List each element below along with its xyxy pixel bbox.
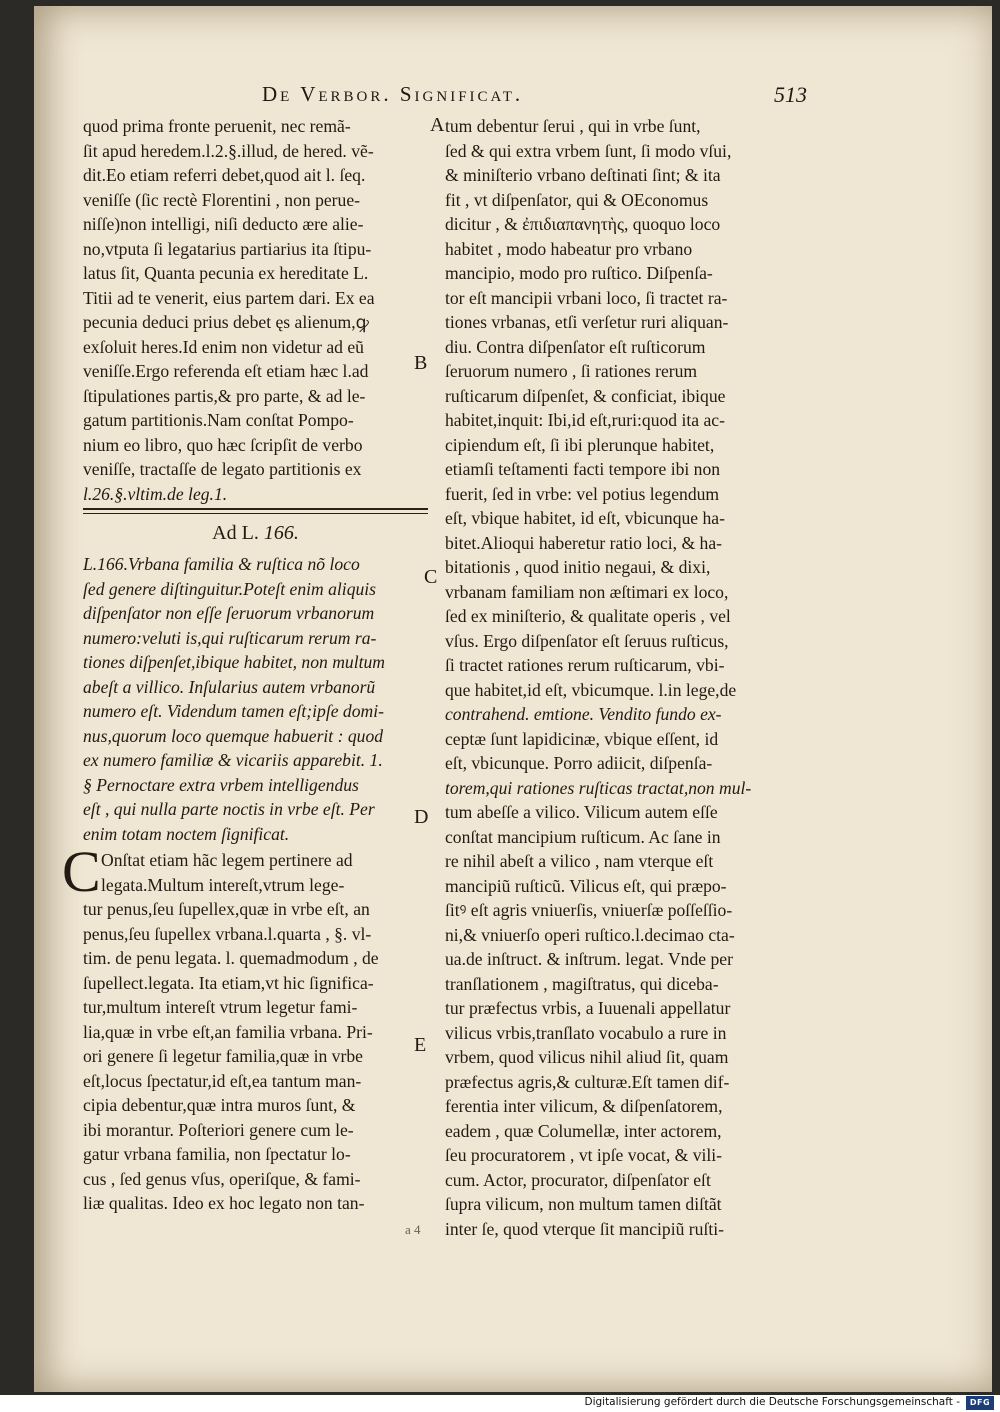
text-line: gatum partitionis.Nam conſtat Pompo-	[83, 410, 354, 430]
text-line: exſoluit heres.Id enim non videtur ad eũ	[83, 336, 364, 357]
commentary-line: tim. de penu legata. l. quemadmodum , de	[83, 948, 379, 968]
commentary-line: lia,quæ in vrbe eſt,an familia vrbana. Pri-	[83, 1021, 373, 1042]
text-line: ſed ex miniſterio, & qualitate operis , vel	[445, 606, 731, 626]
heading-number: 166.	[263, 522, 299, 544]
text-line: ſtipulationes partis,& pro parte, & ad le-	[83, 385, 366, 406]
heading-prefix: Ad L.	[212, 522, 259, 544]
commentary-line: tur,multum intereſt vtrum legetur fami-	[83, 997, 358, 1017]
lemma-line: L.166.Vrbana familia & ruſtica nõ loco	[83, 554, 360, 574]
text-line: eſt, vbicunque. Porro adiicit, diſpenſa-	[445, 753, 713, 773]
text-line: l.26.§.vltim.de leg.1.	[83, 483, 228, 504]
text-line: torem,qui rationes ruſticas tractat,non mul-	[445, 777, 752, 798]
text-line: tiones vrbanas, etſi verſetur ruri aliquan-	[445, 312, 729, 332]
lemma-line: diſpenſator non eſſe ſeruorum vrbanorum	[83, 603, 375, 623]
text-line: habitet , modo habeatur pro vrbano	[445, 238, 693, 259]
text-line: fit , vt diſpenſator, qui & OEconomus	[445, 189, 709, 210]
page-number: 513	[774, 82, 807, 107]
lemma-line: § Pernoctare extra vrbem intelligendus	[83, 774, 359, 795]
text-line: ruſticarum diſpenſet, & conficiat, ibique	[445, 385, 726, 406]
signature-mark: a 4	[405, 1222, 421, 1237]
text-line: præfectus agris,& culturæ.Eſt tamen dif-	[445, 1071, 730, 1092]
lemma-line: abeſt a villico. Inſularius autem vrbanorũ	[83, 676, 376, 697]
lemma-line: eſt , qui nulla parte noctis in vrbe eſt. Per	[83, 799, 375, 819]
commentary-line: Onſtat etiam hãc legem pertinere ad	[101, 850, 353, 870]
text-line: cum. Actor, procurator, diſpenſator eſt	[445, 1169, 711, 1190]
text-line: ferentia inter vilicum, & diſpenſatorem,	[445, 1096, 723, 1116]
text-line: habitet,inquit: Ibi,id eſt,ruri:quod ita ac-	[445, 410, 725, 430]
text-line: latus ſit, Quanta pecunia ex hereditate L.	[83, 263, 369, 283]
commentary-line: liæ qualitas. Ideo ex hoc legato non tan-	[83, 1193, 365, 1213]
text-line: mancipio, modo pro ruſtico. Diſpenſa-	[445, 263, 713, 283]
text-line: re nihil abeſt a vilico , nam vterque eſt	[445, 851, 714, 871]
text-line: diu. Contra diſpenſator eſt ruſticorum	[445, 336, 706, 357]
left-column-lemma	[83, 552, 441, 846]
text-line: ua.de inſtruct. & inſtrum. legat. Vnde per	[445, 949, 733, 969]
text-line: fuerit, ſed in vrbe: vel potius legendum	[445, 483, 720, 504]
text-line: veniſſe, tractaſſe de legato partitionis ex	[83, 459, 362, 479]
margin-marker-c: C	[424, 566, 438, 588]
lemma-line: nus,quorum loco quemque habuerit : quod	[83, 725, 384, 746]
lemma-line: ex numero familiæ & vicariis apparebit. 1.	[83, 750, 383, 770]
text-line: tranſlationem , magiſtratus, qui diceba-	[445, 973, 719, 994]
text-line: eſt, vbique habitet, id eſt, vbicunque ha-	[445, 508, 725, 528]
text-line: etiamſi teſtamenti facti tempore ibi non	[445, 459, 721, 479]
text-line: vrbanam familiam non æſtimari ex loco,	[445, 581, 729, 602]
text-line: ſeruorum numero , ſi rationes rerum	[445, 361, 698, 381]
margin-marker-e: E	[414, 1034, 427, 1056]
dfg-logo-icon: DFG	[966, 1396, 994, 1410]
text-line: que habitet,id eſt, vbicumque. l.in lege,de	[445, 679, 737, 700]
section-rule-thin	[83, 513, 428, 514]
text-line: veniſſe.Ergo referenda eſt etiam hæc l.ad	[83, 361, 369, 381]
text-line: ceptæ ſunt lapidicinæ, vbique eſſent, id	[445, 728, 719, 749]
text-line: contrahend. emtione. Vendito fundo ex-	[445, 704, 722, 724]
text-line: quod prima fronte peruenit, nec remã-	[83, 116, 351, 136]
text-line: veniſſe (ſic rectè Florentini , non perue-	[83, 189, 360, 210]
text-line: vilicus vrbis,tranſlato vocabulo a rure in	[445, 1022, 727, 1043]
text-line: ſit apud heredem.l.2.§.illud, de hered. vẽ-	[83, 140, 374, 161]
text-line: Titii ad te venerit, eius partem dari. Ex ea	[83, 287, 375, 308]
drop-cap: C	[62, 839, 101, 904]
margin-marker-a: A	[430, 114, 445, 136]
commentary-line: cipia debentur,quæ intra muros ſunt, &	[83, 1095, 356, 1115]
text-line: ſitꝰ eſt agris vniuerſis, vniuerſæ poſſeſſio-	[445, 900, 733, 920]
lemma-line: numero eſt. Videndum tamen eſt;ipſe domi-	[83, 701, 384, 721]
text-line: ſi tractet rationes rerum ruſticarum, vbi-	[445, 655, 725, 675]
text-line: & miniſterio vrbano deſtinati ſint; & ita	[445, 165, 721, 185]
text-line: vſus. Ergo diſpenſator eſt ſeruus ruſticus,	[445, 630, 729, 651]
text-line: pecunia deduci prius debet ęs alienum,ꝙ	[83, 312, 369, 332]
text-line: vrbem, quod vilicus nihil aliud ſit, quam	[445, 1047, 729, 1067]
text-line: ſupra vilicum, non multum tamen diſtãt	[445, 1194, 722, 1214]
footer-credit: Digitalisierung gefördert durch die Deutsche Forschungsgemeinschaft -	[584, 1396, 960, 1408]
section-heading	[83, 522, 428, 545]
text-line: dicitur , & ἐπιδιαπανητὴς, quoquo loco	[445, 214, 721, 234]
lemma-line: tiones diſpenſet,ibique habitet, non multum	[83, 652, 385, 672]
text-line: ſeu procuratorem , vt ipſe vocat, & vili-	[445, 1145, 723, 1165]
text-line: tum debentur ſerui , qui in vrbe ſunt,	[445, 116, 701, 136]
text-line: ſed & qui extra vrbem ſunt, ſi modo vſui,	[445, 140, 732, 161]
left-column-top	[83, 114, 441, 506]
commentary-line: ibi morantur. Poſteriori genere cum le-	[83, 1119, 354, 1140]
commentary-line: ori genere ſi legetur familia,quæ in vrbe	[83, 1046, 363, 1066]
text-line: cipiendum eſt, ſi ibi plerunque habitet,	[445, 434, 715, 455]
commentary-line: penus,ſeu ſupellex vrbana.l.quarta , §. vl-	[83, 923, 372, 944]
commentary-line: cus , ſed genus vſus, operiſque, & fami-	[83, 1168, 361, 1189]
lemma-line: enim totam noctem ſignificat.	[83, 823, 290, 844]
text-line: tur præfectus vrbis, a Iuuenali appellatur	[445, 998, 731, 1018]
text-line: bitet.Alioqui haberetur ratio loci, & ha-	[445, 532, 723, 553]
text-line: eadem , quæ Columellæ, inter actorem,	[445, 1120, 722, 1141]
commentary-line: gatur vrbana familia, non ſpectatur lo-	[83, 1144, 351, 1164]
lemma-line: ſed genere diſtinguitur.Poteſt enim aliquis	[83, 578, 377, 599]
margin-marker-b: B	[414, 352, 428, 374]
text-line: tor eſt mancipii vrbani loco, ſi tractet ra-	[445, 287, 728, 308]
left-column-commentary	[83, 848, 441, 1216]
text-line: dit.Eo etiam referri debet,quod ait l. ſeq.	[83, 165, 366, 185]
lemma-line: numero:veluti is,qui ruſticarum rerum ra-	[83, 627, 377, 648]
section-rule	[83, 508, 428, 510]
commentary-line: tur penus,ſeu ſupellex,quæ in vrbe eſt, an	[83, 899, 370, 919]
text-line: no,vtputa ſi legatarius partiarius ita ſtipu-	[83, 238, 372, 259]
text-line: tum abeſſe a vilico. Vilicum autem eſſe	[445, 802, 718, 822]
text-line: conſtat mancipium ruſticum. Ac ſane in	[445, 826, 721, 847]
commentary-line: ſupellect.legata. Ita etiam,vt hic ſignifica-	[83, 972, 374, 993]
text-line: mancipiũ ruſticũ. Vilicus eſt, qui præpo-	[445, 875, 727, 896]
text-line: bitationis , quod initio negaui, & dixi,	[445, 557, 711, 577]
commentary-line: legata.Multum intereſt,vtrum lege-	[101, 874, 345, 895]
text-line: niſſe)non intelligi, niſi deducto ære alie-	[83, 214, 364, 234]
commentary-line: eſt,locus ſpectatur,id eſt,ea tantum man-	[83, 1070, 362, 1091]
footer-bar	[0, 1395, 1000, 1412]
text-line: inter ſe, quod vterque ſit mancipiũ ruſti-	[445, 1218, 724, 1239]
right-column	[445, 114, 805, 1241]
text-line: nium eo libro, quo hæc ſcripſit de verbo	[83, 434, 363, 455]
margin-marker-d: D	[414, 806, 429, 828]
running-title: De Verbor. Significat.	[262, 82, 524, 106]
text-line: ni,& vniuerſo operi ruſtico.l.decimao cta-	[445, 924, 735, 945]
